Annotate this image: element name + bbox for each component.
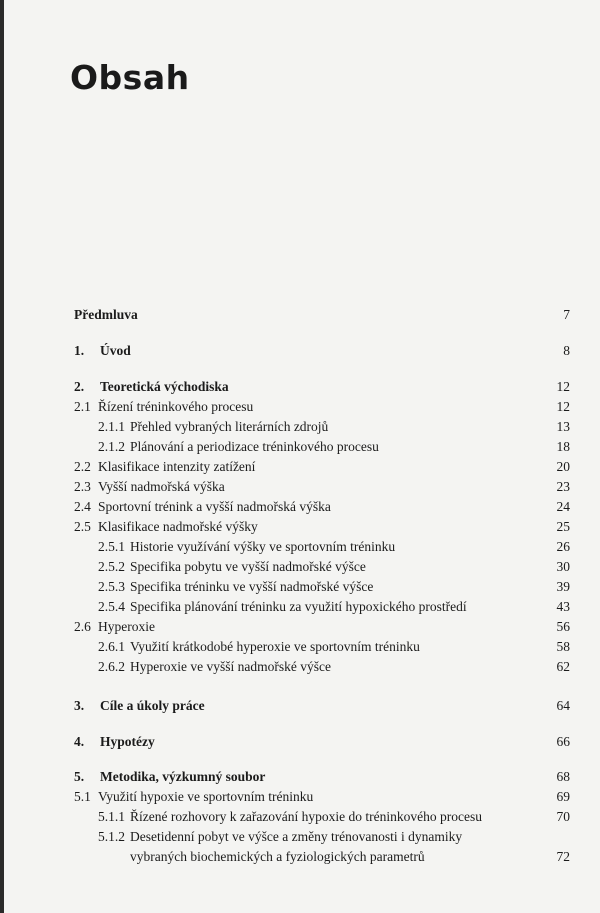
toc-entry-chapter (0, 306, 600, 324)
toc-entry-number: 2.6.2 (98, 659, 125, 674)
toc-entry-page: 25 (556, 519, 570, 534)
toc-entry-title: Metodika, výzkumný soubor (100, 769, 266, 784)
toc-entry-title: Historie využívání výšky ve sportovním tréninku (130, 539, 396, 554)
toc-entry-page: 24 (556, 499, 570, 514)
toc-entry-title: Vyšší nadmořská výška (98, 479, 225, 494)
toc-entry-number: 2.4 (74, 499, 91, 514)
toc-entry-chapter (0, 697, 600, 715)
toc-entry-subsection (0, 808, 600, 826)
toc-entry-title: Využití hypoxie ve sportovním tréninku (98, 789, 314, 804)
toc-entry-subsection (0, 418, 600, 436)
toc-entry-page: 70 (556, 809, 570, 824)
toc-entry-number: 2.6 (74, 619, 91, 634)
toc-entry-title: Sportovní trénink a vyšší nadmořská výška (98, 499, 331, 514)
toc-entry-number: 2.6.1 (98, 639, 125, 654)
toc-entry-page: 72 (556, 849, 570, 864)
toc-entry-subsection (0, 558, 600, 576)
toc-entry-number: 2.5.1 (98, 539, 125, 554)
toc-entry-number: 2. (74, 379, 85, 394)
toc-entry-number: 5. (74, 769, 85, 784)
toc-entry-number: 2.1.1 (98, 419, 125, 434)
toc-entry-subsection (0, 598, 600, 616)
toc-entry-number: 1. (74, 343, 85, 358)
toc-entry-page: 26 (556, 539, 570, 554)
toc-entry-title: Klasifikace intenzity zatížení (98, 459, 256, 474)
toc-entry-number: 2.1.2 (98, 439, 125, 454)
toc-entry-page: 56 (556, 619, 570, 634)
toc-entry-number: 2.5.2 (98, 559, 125, 574)
toc-entry-page: 18 (556, 439, 570, 454)
toc-entry-section (0, 478, 600, 496)
toc-entry-page: 8 (563, 343, 570, 358)
toc-entry-title: Hypotézy (100, 734, 155, 749)
toc-entry-title: Řízení tréninkového procesu (98, 399, 254, 414)
toc-entry-chapter (0, 768, 600, 786)
toc-entry-title: Hyperoxie ve vyšší nadmořské výšce (130, 659, 331, 674)
toc-entry-subsection (0, 828, 600, 846)
toc-entry-section (0, 498, 600, 516)
toc-entry-page: 30 (556, 559, 570, 574)
toc-entry-number: 2.1 (74, 399, 91, 414)
toc-entry-page: 66 (556, 734, 570, 749)
toc-entry-number: 2.2 (74, 459, 91, 474)
toc-entry-number: 2.5.4 (98, 599, 125, 614)
toc-entry-page: 64 (556, 698, 570, 713)
toc-entry-number: 5.1.1 (98, 809, 125, 824)
toc-entry-title: Přehled vybraných literárních zdrojů (130, 419, 329, 434)
toc-entry-page: 20 (556, 459, 570, 474)
toc-entry-title: Využití krátkodobé hyperoxie ve sportovním tréninku (130, 639, 420, 654)
toc-entry-title: Řízené rozhovory k zařazování hypoxie do tréninkového procesu (130, 809, 483, 824)
toc-entry-number: 5.1 (74, 789, 91, 804)
toc-entry-number: 2.5 (74, 519, 91, 534)
toc-entry-section (0, 518, 600, 536)
toc-entry-title: Plánování a periodizace tréninkového procesu (130, 439, 379, 454)
toc-entry-title: Předmluva (74, 307, 138, 322)
toc-entry-page: 12 (556, 399, 570, 414)
toc-entry-title: Desetidenní pobyt ve výšce a změny trénovanosti i dynamiky (130, 829, 463, 844)
toc-entry-section (0, 458, 600, 476)
toc-entry-page: 7 (563, 307, 570, 322)
page-title: Obsah (70, 58, 190, 97)
toc-entry-page: 58 (556, 639, 570, 654)
toc-entry-title: Specifika pobytu ve vyšší nadmořské výšce (130, 559, 366, 574)
toc-entry-title: Cíle a úkoly práce (100, 698, 205, 713)
toc-entry-subsection (0, 638, 600, 656)
toc-entry-title: vybraných biochemických a fyziologických parametrů (130, 849, 425, 864)
toc-entry-subsection (0, 578, 600, 596)
toc-entry-number: 3. (74, 698, 85, 713)
toc-entry-subsection (0, 658, 600, 676)
toc-entry-chapter (0, 342, 600, 360)
toc-entry-number: 4. (74, 734, 85, 749)
toc-entry-page: 68 (556, 769, 570, 784)
toc-entry-title: Klasifikace nadmořské výšky (98, 519, 258, 534)
toc-entry-title: Specifika tréninku ve vyšší nadmořské výšce (130, 579, 374, 594)
toc-entry-chapter (0, 733, 600, 751)
toc-entry-page: 43 (556, 599, 570, 614)
toc-entry-page: 62 (556, 659, 570, 674)
toc-entry-section (0, 398, 600, 416)
toc-entry-subsection (0, 538, 600, 556)
toc-entry-number: 2.5.3 (98, 579, 125, 594)
toc-entry-page: 23 (556, 479, 570, 494)
toc-entry-title: Úvod (100, 343, 131, 358)
toc-entry-section (0, 788, 600, 806)
toc-entry-chapter (0, 378, 600, 396)
toc-entry-number: 2.3 (74, 479, 91, 494)
toc-entry-page: 69 (556, 789, 570, 804)
toc-entry-title: Specifika plánování tréninku za využití hypoxického prostředí (130, 599, 467, 614)
toc-entry-continuation (0, 848, 600, 866)
toc-entry-section (0, 618, 600, 636)
toc-entry-subsection (0, 438, 600, 456)
toc-entry-page: 39 (556, 579, 570, 594)
toc-entry-title: Teoretická východiska (100, 379, 229, 394)
toc-entry-page: 12 (556, 379, 570, 394)
toc-entry-title: Hyperoxie (98, 619, 155, 634)
toc-entry-page: 13 (556, 419, 570, 434)
toc-entry-number: 5.1.2 (98, 829, 125, 844)
